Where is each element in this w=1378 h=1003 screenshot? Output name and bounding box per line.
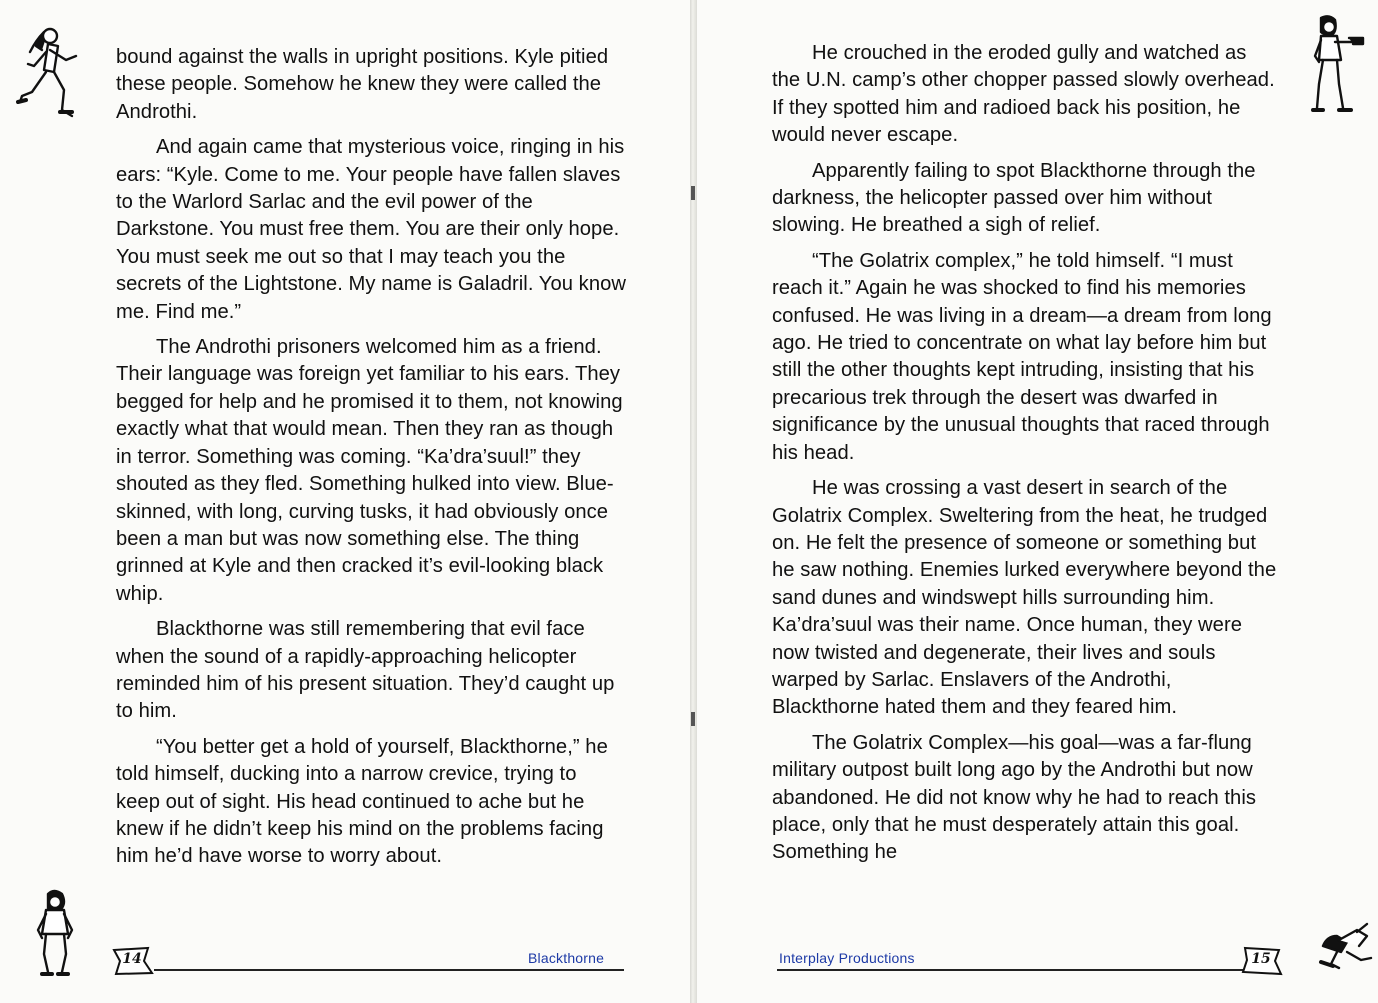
book-gutter <box>690 0 697 1003</box>
paragraph: He was crossing a vast desert in search of the Golatrix Complex. Sweltering from the heat, he trudged on. He felt the presence of someone or something but he saw nothing. Enemies lurked everywhere beyond the sand dunes and windswept hills surrounding him. Ka’dra’suul was their name. Once human, they were now twisted and degenerate, their lives and souls warped by Sarlac. Enslavers of the Androthi, Blackthorne hated them and they feared him. <box>772 477 1277 719</box>
page-badge-icon <box>110 946 154 976</box>
left-footer <box>110 940 630 980</box>
paragraph: The Golatrix Complex—his goal—was a far-flung military outpost built long ago by the Androthi but now abandoned. He did not know why he had to reach this place, only that he must desperately attain this goal. Something he <box>772 731 1257 864</box>
right-footer <box>777 940 1297 980</box>
right-body-text <box>772 40 1277 875</box>
paragraph: Apparently failing to spot Blackthorne through the darkness, the helicopter passed over him without slowing. He breathed a sigh of relief. <box>772 159 1256 237</box>
paragraph: bound against the walls in upright positions. Kyle pitied these people. Somehow he knew they were called the Androthi. <box>116 46 609 123</box>
footer-title: Blackthorne <box>528 950 605 966</box>
paragraph: Blackthorne was still remembering that evil face when the sound of a rapidly-approaching helicopter reminded him of his present situation. They’d caught up to him. <box>116 618 615 723</box>
page-badge-icon <box>1239 946 1283 976</box>
paragraph: And again came that mysterious voice, ringing in his ears: “Kyle. Come to me. Your people have fallen slaves to the Warlord Sarlac and the evil power of the Darkstone. You must free them. You are their only hope. You must seek me out so that I may teach you the secrets of the Lightstone. My name is Galadril. You know me. Find me.” <box>116 136 626 323</box>
gunman-figure-icon <box>1309 14 1365 118</box>
paragraph: “The Golatrix complex,” he told himself. “I must reach it.” Again he was shocked to find his memories confused. He was living in a dream—a dream from long ago. He tried to concentrate on what lay before him but still the other thoughts kept intruding, insisting that his precarious trek through the desert was dwarfed in significance by the unusual thoughts that raced through his head. <box>772 249 1272 464</box>
page-number: 14 <box>122 951 142 967</box>
paragraph: The Androthi prisoners welcomed him as a friend. Their language was foreign yet familiar to his ears. They begged for help and he promised it to them, not knowing exactly what that would mean. Then they ran as though in terror. Something was coming. “Ka’dra’suul!” they shouted as they fled. Something hulked into view. Blue-skinned, with long, curving tusks, it had obviously once been a man but was now something else. The thing grinned at Kyle and then cracked it’s evil-looking black whip. <box>116 336 623 605</box>
footer-rule <box>154 969 624 971</box>
footer-title: Interplay Productions <box>779 950 915 966</box>
right-page <box>697 0 1378 1003</box>
paragraph: “You better get a hold of yourself, Blackthorne,” he told himself, ducking into a narrow crevice, trying to keep out of sight. His head continued to ache but he knew if he didn’t keep his mind on the problems facing him he’d have worse to worry about. <box>116 735 608 868</box>
fallen-figure-icon <box>1317 922 1375 972</box>
paragraph: He crouched in the eroded gully and watched as the U.N. camp’s other chopper passed slowly overhead. If they spotted him and radioed back his position, he would never escape. <box>772 42 1275 147</box>
page-number: 15 <box>1251 951 1271 967</box>
running-figure-icon <box>14 22 88 126</box>
standing-figure-icon <box>30 888 80 978</box>
footer-rule <box>777 969 1243 971</box>
left-body-text <box>116 44 626 879</box>
